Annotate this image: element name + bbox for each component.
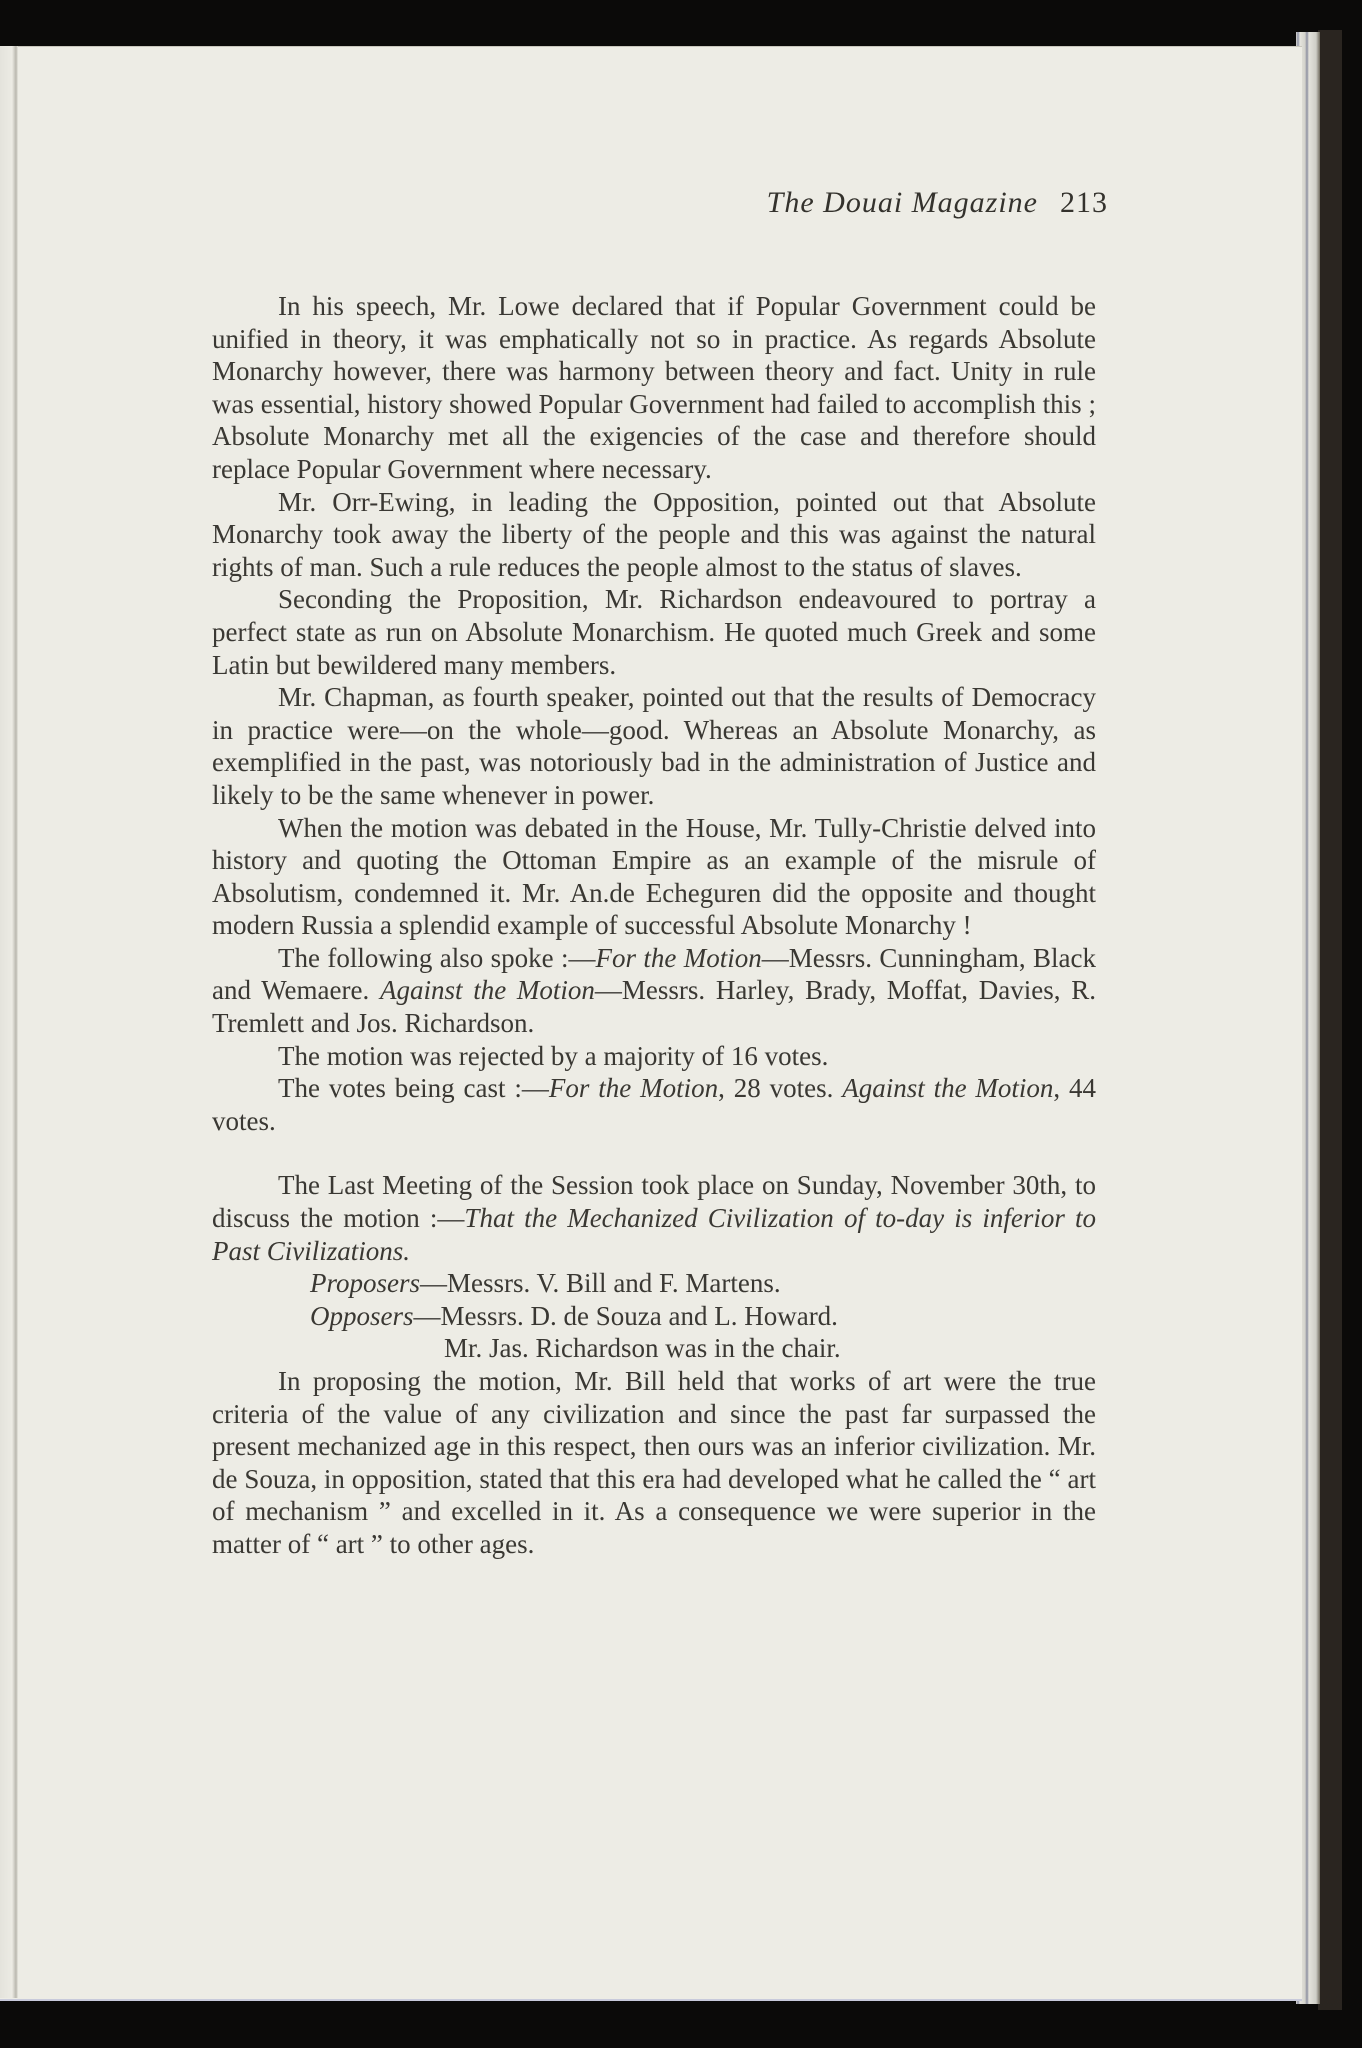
paragraph-chapman xyxy=(212,681,1096,811)
text-segment: In his speech, Mr. Lowe declared that if Popular Government could be unified in theory, it was emphatically not so in practice. As regards Absolute Monarchy however, there was harmony between theory and fact. Unity in rule was essential, history showed Popular Government had failed to accomplish this ; Absolute Monarchy met all the exigencies of the case and therefore should replace Popular Government where necessary. xyxy=(212,291,1096,484)
text-segment: —Messrs. V. Bill and F. Martens. xyxy=(420,1268,781,1299)
paragraph-last-meeting xyxy=(212,1169,1096,1267)
text-segment: The Last Meeting of the Session took place on Sunday, November 30th, to discuss the motion :— xyxy=(212,1170,1096,1234)
italic-label: Against the Motion xyxy=(842,1073,1054,1104)
text-segment: —Messrs. Cunningham, Black and Wemaere. xyxy=(212,942,1096,1006)
motion-title: That the Mechanized Civilization of to-day is inferior to Past Civilizations. xyxy=(212,1203,1096,1266)
binding-gutter xyxy=(0,46,18,1998)
book-cover-edge xyxy=(1318,30,1342,2010)
paragraph-bill-proposal xyxy=(212,1365,1096,1561)
page-number: 213 xyxy=(1060,186,1108,219)
text-segment: —Messrs. Harley, Brady, Moffat, Davies, R. Tremlett and Jos. Richardson. xyxy=(212,975,1096,1039)
body-text xyxy=(212,290,1096,1561)
chair-line xyxy=(212,1332,1096,1365)
italic-label: For the Motion xyxy=(548,1073,719,1104)
text-segment: The motion was rejected by a majority of 16 votes. xyxy=(278,1040,829,1071)
paragraph-lowe-speech xyxy=(212,290,1096,486)
text-segment: The following also spoke :— xyxy=(278,942,596,973)
text-segment: , 28 votes. xyxy=(718,1073,843,1104)
running-head xyxy=(767,186,1108,220)
paragraph-vote-count xyxy=(212,1072,1096,1137)
paragraph-richardson xyxy=(212,583,1096,681)
text-segment: Mr. Orr-Ewing, in leading the Opposition, pointed out that Absolute Monarchy took away the liberty of the people and this was against the natural rights of man. Such a rule reduces the people almost to the status of slaves. xyxy=(212,486,1096,582)
text-segment: The votes being cast :— xyxy=(278,1073,549,1104)
italic-label: Opposers xyxy=(310,1300,414,1331)
text-segment: Mr. Jas. Richardson was in the chair. xyxy=(444,1333,841,1364)
text-segment: , 44 votes. xyxy=(212,1073,1097,1136)
italic-label: Proposers xyxy=(310,1268,421,1299)
proposers-line xyxy=(212,1267,1096,1300)
paragraph-motion-rejected xyxy=(212,1040,1096,1073)
paragraph-other-speakers xyxy=(212,942,1096,1040)
paragraph-house-debate xyxy=(212,812,1096,942)
opposers-line xyxy=(212,1300,1096,1333)
text-segment: Seconding the Proposition, Mr. Richardson endeavoured to portray a perfect state as run on Absolute Monarchism. He quoted much Greek and some Latin but bewildered many members. xyxy=(212,584,1096,680)
text-segment: In proposing the motion, Mr. Bill held that works of art were the true criteria of the value of any civilization and since the past far surpassed the present mechanized age in this respect, then ours was an inferior civilization. Mr. de Souza, in opposition, stated that this era had developed what he called the “ art of mechanism ” and excelled in it. As a consequence we were superior in the matter of “ art ” to other ages. xyxy=(212,1366,1096,1559)
paragraph-orr-ewing xyxy=(212,486,1096,584)
italic-label: Against the Motion xyxy=(379,975,595,1006)
text-segment: —Messrs. D. de Souza and L. Howard. xyxy=(413,1300,838,1331)
italic-label: For the Motion xyxy=(595,942,762,973)
text-segment: When the motion was debated in the House, Mr. Tully-Christie delved into history and quoting the Ottoman Empire as an example of the misrule of Absolutism, condemned it. Mr. An.de Echeguren did the opposite and thought modern Russia a splendid example of successful Absolute Monarchy ! xyxy=(212,812,1096,941)
text-segment: Mr. Chapman, as fourth speaker, pointed out that the results of Democracy in practice were—on the whole—good. Whereas an Absolute Monarchy, as exemplified in the past, was notoriously bad in the administration of Justice and likely to be the same whenever in power. xyxy=(212,682,1096,810)
magazine-title: The Douai Magazine xyxy=(766,186,1038,219)
